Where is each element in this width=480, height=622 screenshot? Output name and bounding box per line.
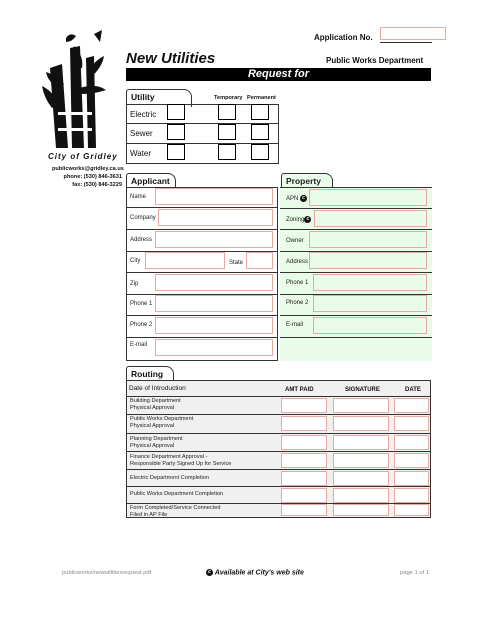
- applicant-phone2-field[interactable]: [155, 317, 273, 334]
- applicant-zip-field[interactable]: [155, 274, 273, 291]
- utility-row-water: Water: [130, 149, 152, 158]
- utility-bottom-line: [126, 163, 278, 164]
- application-no-field[interactable]: [380, 27, 446, 40]
- department-name: Public Works Department: [326, 56, 424, 65]
- utility-row-electric: Electric: [130, 110, 157, 119]
- property-apn-label: [286, 195, 307, 202]
- property-owner-field[interactable]: [309, 231, 427, 248]
- applicant-phone2-label: Phone 2: [130, 322, 153, 328]
- routing-row-line: Physical Approval: [130, 443, 175, 449]
- property-tab-label: Property: [286, 176, 321, 186]
- property-apn-text: APN: [286, 196, 299, 203]
- property-email-field[interactable]: [313, 317, 427, 334]
- application-no-underline: [380, 42, 432, 43]
- electric-permanent-checkbox[interactable]: [251, 104, 269, 120]
- routing-amt-field[interactable]: [281, 398, 327, 413]
- routing-row-electric: Electric Department Completion: [130, 475, 209, 481]
- applicant-divider-1: [126, 207, 278, 208]
- routing-row-building: [130, 398, 181, 412]
- electric-other-checkbox[interactable]: [167, 104, 185, 120]
- applicant-company-field[interactable]: [158, 209, 273, 226]
- routing-signature-field[interactable]: [333, 504, 389, 516]
- routing-row-line: Finance Department Approval -: [130, 454, 208, 460]
- contact-fax: fax: (530) 846-3229: [72, 182, 122, 188]
- applicant-divider-4: [126, 272, 278, 273]
- applicant-address-field[interactable]: [155, 231, 273, 248]
- applicant-phone1-field[interactable]: [155, 295, 273, 312]
- applicant-divider-6: [126, 315, 278, 316]
- routing-row-divider: [126, 486, 431, 487]
- routing-row-finance: [130, 454, 231, 468]
- routing-signature-field[interactable]: [333, 488, 389, 503]
- footer-page: page 1 of 1: [400, 570, 430, 576]
- routing-amt-field[interactable]: [281, 471, 327, 486]
- applicant-company-label: Company: [130, 215, 156, 221]
- routing-amt-field[interactable]: [281, 488, 327, 503]
- property-owner-label: Owner: [286, 238, 304, 244]
- routing-tab-label: Routing: [131, 369, 164, 379]
- sewer-temporary-checkbox[interactable]: [218, 124, 236, 140]
- property-apn-field[interactable]: [309, 189, 427, 206]
- applicant-city-field[interactable]: [145, 252, 225, 269]
- property-address-label: Address: [286, 259, 309, 265]
- routing-row-line: Building Department: [130, 398, 181, 404]
- applicant-email-label: E-mail: [130, 342, 148, 348]
- utility-row-sewer: Sewer: [130, 129, 153, 138]
- routing-row-line: Responsible Party Signed Up for Service: [130, 461, 232, 467]
- routing-date-field[interactable]: [394, 398, 429, 413]
- page-title: New Utilities: [126, 50, 216, 67]
- routing-amt-field[interactable]: [281, 416, 327, 431]
- applicant-name-field[interactable]: [155, 188, 273, 205]
- applicant-divider-2: [126, 229, 278, 230]
- applicant-name-label: Name: [130, 194, 147, 200]
- property-email-label: E-mail: [286, 322, 304, 328]
- info-icon[interactable]: c: [206, 569, 213, 576]
- routing-row-form-completed: [130, 505, 220, 519]
- utility-left-line: [126, 104, 127, 164]
- property-phone1-label: Phone 1: [286, 280, 309, 286]
- routing-signature-field[interactable]: [333, 435, 389, 450]
- utility-col-temporary: Temporary: [214, 95, 243, 101]
- routing-row-line: Form Completed/Service Connected: [130, 505, 221, 511]
- routing-row-line: Planning Department: [130, 436, 183, 442]
- contact-block: [52, 165, 122, 189]
- routing-date-field[interactable]: [394, 471, 429, 486]
- applicant-address-label: Address: [130, 237, 153, 243]
- routing-date-field[interactable]: [394, 435, 429, 450]
- utility-col-permanent: Permanent: [247, 95, 276, 101]
- footer-filename: publicworks/newutilitiesrequest.pdf: [62, 570, 152, 576]
- utility-right-line: [278, 104, 279, 164]
- info-icon[interactable]: c: [304, 216, 311, 223]
- routing-date-field[interactable]: [394, 453, 429, 468]
- footer-available: [206, 569, 304, 576]
- water-other-checkbox[interactable]: [167, 144, 185, 160]
- routing-row-line: Public Works Department: [130, 416, 194, 422]
- contact-phone: phone: (530) 846-3631: [63, 174, 122, 180]
- routing-header-line: [126, 396, 431, 397]
- routing-signature-field[interactable]: [333, 416, 389, 431]
- contact-email: publicworks@gridley.ca.us: [52, 166, 124, 172]
- city-name: City of Gridley: [48, 152, 118, 161]
- routing-col-date-intro: Date of Introduction: [129, 385, 186, 392]
- routing-row-divider: [126, 414, 431, 415]
- electric-temporary-checkbox[interactable]: [218, 104, 236, 120]
- routing-col-signature: SIGNATURE: [345, 387, 380, 393]
- applicant-phone1-label: Phone 1: [130, 301, 153, 307]
- routing-amt-field[interactable]: [281, 504, 327, 516]
- property-divider-6: [280, 315, 432, 316]
- footer-available-text: Available at City's web site: [214, 569, 304, 577]
- property-divider-2: [280, 229, 432, 230]
- routing-row-divider: [126, 451, 431, 452]
- water-permanent-checkbox[interactable]: [251, 144, 269, 160]
- property-phone2-label: Phone 2: [286, 300, 309, 306]
- applicant-city-label: City: [130, 258, 141, 264]
- routing-col-amt: AMT PAID: [285, 387, 314, 393]
- property-phone2-field[interactable]: [313, 295, 427, 312]
- routing-col-date: DATE: [405, 387, 421, 393]
- routing-row-line: Filed in AP File: [130, 512, 168, 518]
- applicant-state-label: State: [229, 260, 244, 266]
- applicant-divider-7: [126, 337, 278, 338]
- routing-date-field[interactable]: [394, 488, 429, 503]
- applicant-zip-label: Zip: [130, 281, 139, 287]
- routing-amt-field[interactable]: [281, 453, 327, 468]
- property-divider-4: [280, 272, 432, 273]
- routing-amt-field[interactable]: [281, 435, 327, 450]
- info-icon[interactable]: c: [300, 195, 307, 202]
- property-address-field[interactable]: [309, 252, 427, 269]
- property-phone1-field[interactable]: [313, 274, 427, 291]
- sewer-permanent-checkbox[interactable]: [251, 124, 269, 140]
- routing-row-public-works-completion: Public Works Department Completion: [130, 491, 224, 497]
- city-logo-icon: [40, 28, 110, 150]
- property-divider-1: [280, 208, 432, 209]
- routing-row-divider: [126, 469, 431, 470]
- applicant-tab-label: Applicant: [131, 176, 170, 186]
- routing-signature-field[interactable]: [333, 471, 389, 486]
- routing-row-line: Physical Approval: [130, 423, 175, 429]
- routing-row-public-works: [130, 416, 193, 430]
- utility-tab-label: Utility: [131, 92, 155, 102]
- applicant-state-field[interactable]: [246, 252, 273, 269]
- routing-date-field[interactable]: [394, 504, 429, 516]
- sewer-other-checkbox[interactable]: [167, 124, 185, 140]
- routing-signature-field[interactable]: [333, 453, 389, 468]
- applicant-email-field[interactable]: [155, 339, 273, 356]
- routing-row-divider: [126, 433, 431, 434]
- property-top-line: [280, 187, 432, 188]
- routing-row-line: Physical Approval: [130, 405, 175, 411]
- water-temporary-checkbox[interactable]: [218, 144, 236, 160]
- property-zoning-field[interactable]: [314, 210, 427, 227]
- application-no-label: Application No.: [314, 33, 373, 42]
- property-zoning-label: [286, 216, 311, 223]
- property-zoning-text: Zoning: [286, 217, 305, 224]
- property-divider-7: [280, 337, 432, 338]
- routing-date-field[interactable]: [394, 416, 429, 431]
- routing-signature-field[interactable]: [333, 398, 389, 413]
- routing-row-planning: [130, 436, 183, 450]
- request-for-banner: Request for: [126, 68, 431, 81]
